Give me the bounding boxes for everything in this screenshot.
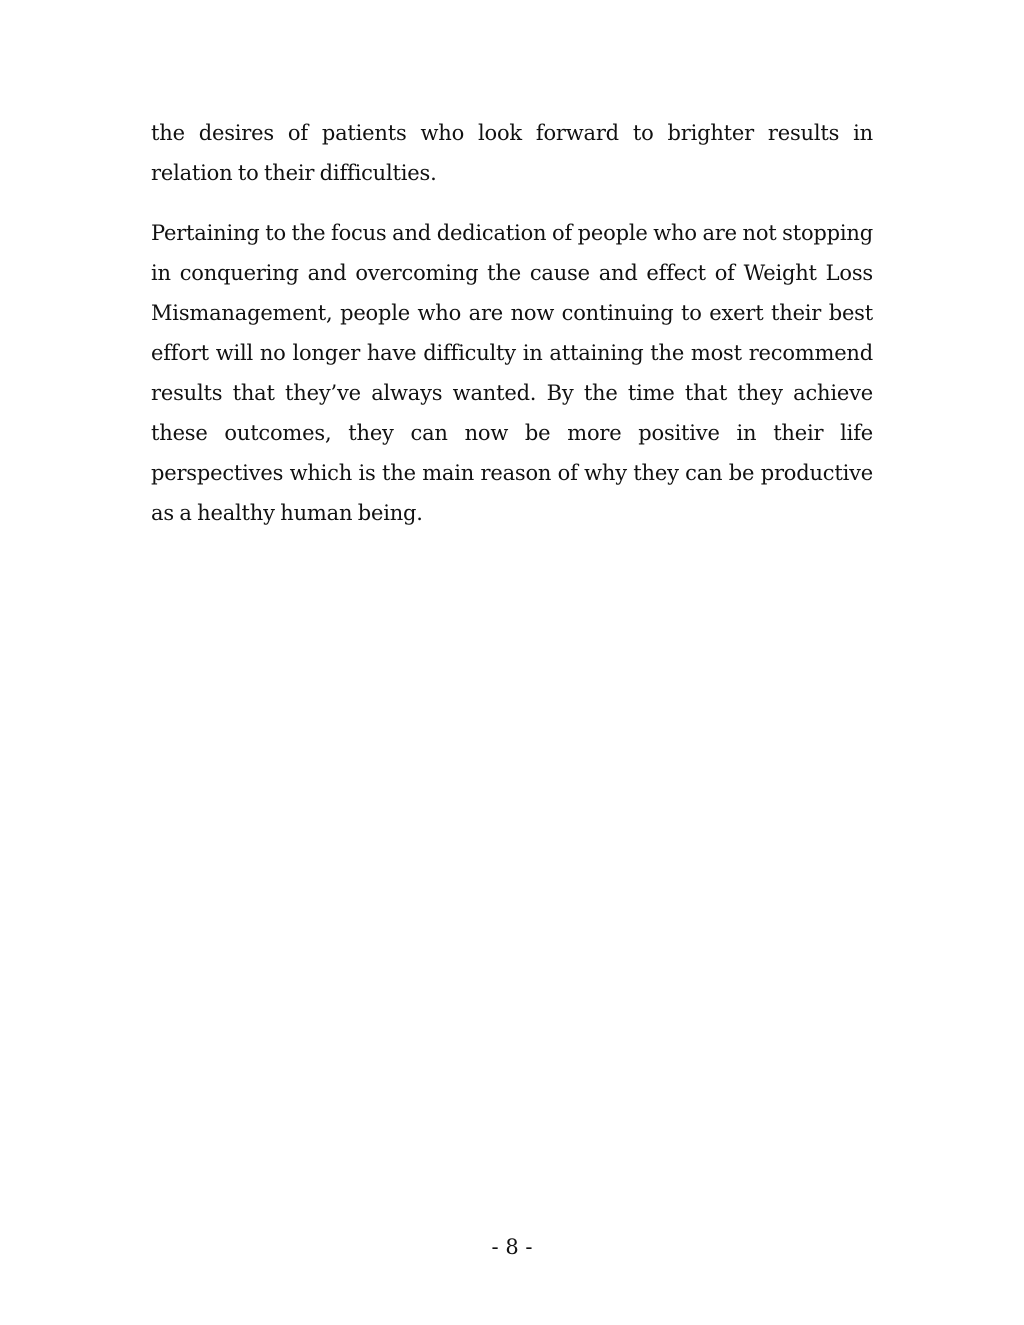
paragraph-continuation: the desires of patients who look forward to brighter results in relation to their difficulties. xyxy=(151,121,873,185)
body-text xyxy=(151,113,873,553)
page-number: - 8 - xyxy=(491,1235,533,1259)
paragraph-main: Pertaining to the focus and dedication of people who are not stopping in conquering and overcoming the cause and effect of Weight Loss Mismanagement, people who are now continuing to exert their best effort will no longer have difficulty in attaining the most recommend results that they’ve always wanted. By the time that they achieve these outcomes, they can now be more positive in their life perspectives which is the main reason of why they can be productive as a healthy human being. xyxy=(151,221,873,525)
